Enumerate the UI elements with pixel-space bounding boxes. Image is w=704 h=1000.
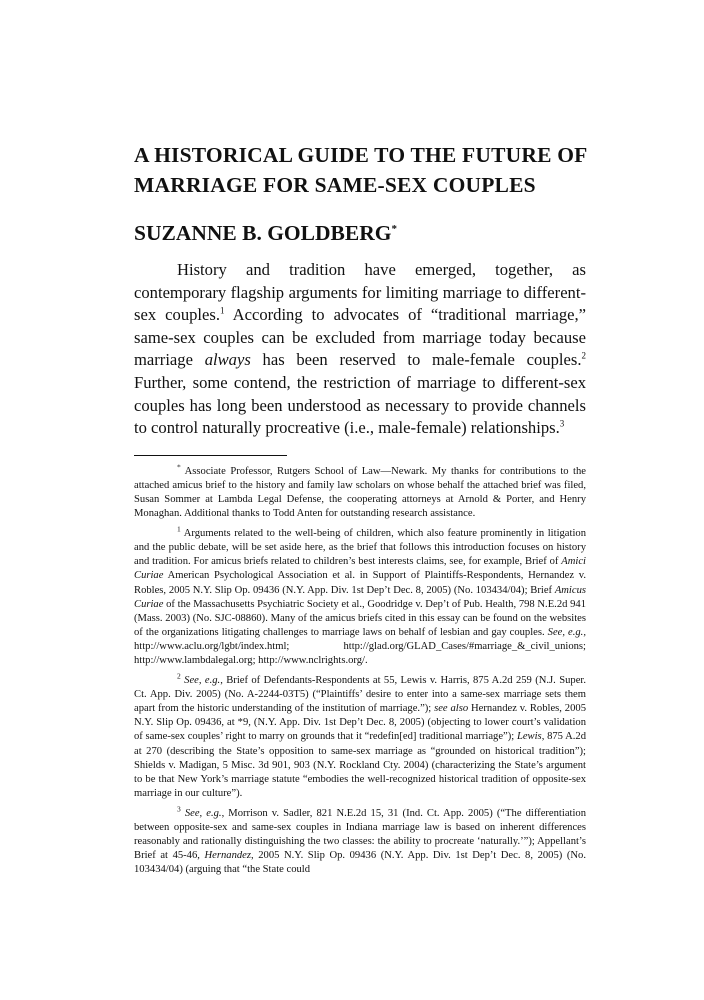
italic-hernandez: Hernandez (204, 850, 252, 862)
italic-see-eg: See, e.g., (547, 626, 586, 638)
footnote-1 (134, 524, 586, 668)
author-name-text: SUZANNE B. GOLDBERG (134, 221, 392, 245)
emphasis-always: always (204, 350, 251, 370)
footnote-star (134, 462, 586, 521)
italic-see-eg: See, e.g. (184, 675, 221, 687)
body-text-segment: History and tradition have emerged, together, as contemporary flagship arguments for limiting marriage to different-sex couples. (134, 260, 586, 325)
italic-see-also: see also (434, 703, 469, 715)
body-text-segment: According to advocates of “traditional marriage,” same-sex couples can be excluded from marriage today because marriage (134, 305, 587, 370)
footnote-3 (134, 804, 587, 877)
article-title-line-1: A HISTORICAL GUIDE TO THE FUTURE OF (134, 143, 588, 167)
footnote-text-segment: , Brief of Defendants-Respondents at 55, Lewis v. Harris, 875 A.2d 259 (N.J. Super. Ct. App. Div. 2005) (No. A-2244-03T5) (“Plaintiffs’ desire to enter into a same-sex marriage sets them apart from the historic understanding of the institution of marriage.”); (134, 675, 586, 715)
footnote-ref-1: 1 (220, 305, 225, 316)
footnote-star-text: Associate Professor, Rutgers School of Law—Newark. My thanks for contributions to the attached amicus brief to the history and family law scholars on whose behalf the attached brief was filed, Susan Sommer at Lambda Legal Defense, the cooperating attorneys at Arnold & Porter, and Henry Monaghan. Additional thanks to Todd Anten for outstanding research assistance. (134, 465, 586, 520)
paper-page (134, 140, 586, 877)
article-title-line-2: MARRIAGE FOR SAME-SEX COUPLES (134, 173, 536, 197)
footnote-text-segment: of the Massachusetts Psychiatric Society et al., Goodridge v. Dep’t of Pub. Health, 798 N.E.2d 941 (Mass. 2003) (No. SJC-08860). Many of the amicus briefs cited in this essay can be found on the websites of the organizations litigating challenges to marriage laws on behalf of lesbian and gay couples. (134, 598, 586, 638)
author-name (134, 219, 586, 247)
footnote-3-marker: 3 (177, 804, 181, 814)
footnote-ref-2: 2 (581, 350, 586, 361)
italic-lewis: Lewis (516, 731, 542, 743)
italic-amici-curiae: Amici Curiae (134, 556, 586, 582)
footnote-star-marker: * (177, 462, 181, 472)
footnote-text-segment: , 875 A.2d at 270 (describing the State’s opposition to same-sex marriage as “grounded on historical tradition”); Shields v. Madigan, 5 Misc. 3d 901, 903 (N.Y. Rockland Cty. 2004) (characterizing the State’s argument to be that New York’s marriage statute “embodies the well-recognized historical tradition of opposite-sex marriage in our culture”). (134, 731, 586, 799)
footnote-text-segment: American Psychological Association et al. in Support of Plaintiffs-Respondents, Hernandez v. Robles, 2005 N.Y. Slip Op. 09436 (N.Y. App. Div. 1st Dep’t Dec. 8, 2005) (No. 103434/04); Brief (134, 570, 586, 596)
body-paragraph-1 (134, 259, 586, 440)
footnote-1-marker: 1 (177, 524, 181, 534)
footnote-text-segment: Hernandez v. Robles, 2005 N.Y. Slip Op. 09436, at *9, (N.Y. App. Div. 1st Dep’t Dec. 8, 2005) (objecting to lower court’s validation of same-sex couples’ right to marry on grounds that it “redefin[ed] traditional marriage”); (134, 703, 586, 743)
author-footnote-marker: * (391, 222, 397, 235)
article-title (134, 140, 586, 200)
footnote-text-segment: , 2005 N.Y. Slip Op. 09436 (N.Y. App. Div. 1st Dep’t Dec. 8, 2005) (No. 103434/04) (arguing that “the State could (134, 850, 586, 876)
body-text-segment: Further, some contend, the restriction of marriage to different-sex couples has long been understood as necessary to provide channels to control naturally procreative (i.e., male-female) relationships. (134, 372, 586, 438)
footnote-links: http://www.aclu.org/lgbt/index.html; http://glad.org/GLAD_Cases/#marriage_&_civil_unions; http://www.lambdalegal.org; http://www.nclrights.org/. (134, 640, 586, 666)
footnote-separator (134, 455, 287, 456)
footnote-2 (134, 671, 586, 801)
footnote-2-marker: 2 (177, 671, 181, 681)
body-text-segment: has been reserved to male-female couples. (250, 350, 582, 370)
footnote-ref-3: 3 (559, 418, 565, 429)
italic-amicus-curiae: Amicus Curiae (134, 584, 586, 610)
footnote-text-segment: , Morrison v. Sadler, 821 N.E.2d 15, 31 (Ind. Ct. App. 2005) (“The differentiation between opposite-sex and same-sex couples in Indiana marriage law is based on inherent differences reasonably and rationally distinguishing the two classes: the ability to procreate ‘naturally.’”); Appellant’s Brief at 45-46, (134, 807, 587, 862)
footnote-text-segment: Arguments related to the well-being of children, which also feature prominently in litigation and the public debate, will be set aside here, as the brief that follows this introduction focuses on history and tradition. For amicus briefs related to children’s best interests claims, see, for example, Brief of (134, 528, 586, 568)
italic-see-eg: See, e.g. (184, 807, 222, 819)
